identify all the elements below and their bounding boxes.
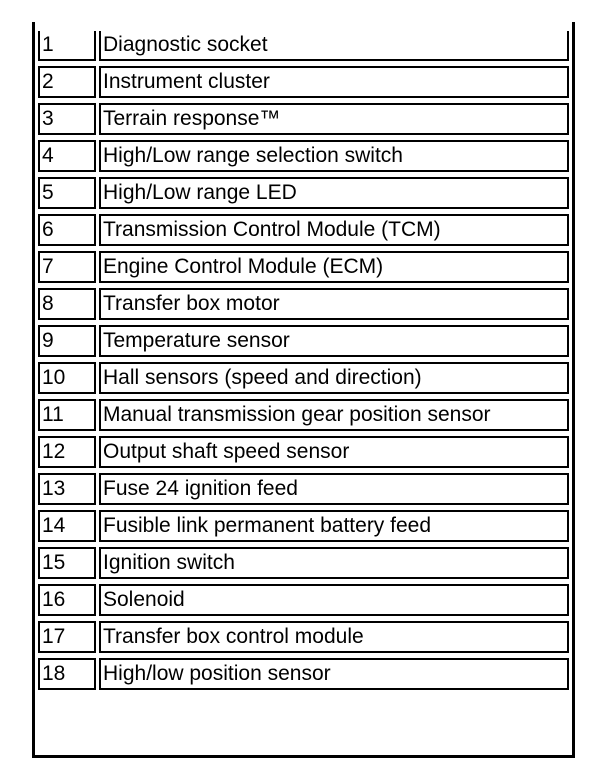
table-row [38,251,569,283]
table-row [38,510,569,542]
item-description: Terrain response™ [99,103,569,135]
table-row [38,214,569,246]
item-number: 14 [38,510,96,542]
item-number: 15 [38,547,96,579]
item-number: 7 [38,251,96,283]
item-number: 8 [38,288,96,320]
table-row [38,473,569,505]
item-number: 10 [38,362,96,394]
item-description: High/Low range LED [99,177,569,209]
item-description: Ignition switch [99,547,569,579]
item-description: Manual transmission gear position sensor [99,399,569,431]
table-row [38,658,569,690]
item-number: 1 [38,31,96,61]
table-row [38,436,569,468]
table-row [38,177,569,209]
table-row [38,584,569,616]
item-number: 2 [38,66,96,98]
item-description: Instrument cluster [99,66,569,98]
item-number: 17 [38,621,96,653]
component-legend-table [35,26,572,695]
item-description: Solenoid [99,584,569,616]
table-row [38,31,569,61]
table-row [38,288,569,320]
table-row [38,103,569,135]
table-row [38,362,569,394]
item-description: Engine Control Module (ECM) [99,251,569,283]
item-number: 3 [38,103,96,135]
table-row [38,140,569,172]
item-description: Fuse 24 ignition feed [99,473,569,505]
item-description: Diagnostic socket [99,31,569,61]
item-number: 18 [38,658,96,690]
item-description: Output shaft speed sensor [99,436,569,468]
table-row [38,66,569,98]
item-number: 16 [38,584,96,616]
item-description: Transfer box control module [99,621,569,653]
item-number: 13 [38,473,96,505]
item-number: 9 [38,325,96,357]
item-description: High/low position sensor [99,658,569,690]
item-number: 11 [38,399,96,431]
table-row [38,621,569,653]
item-description: Transmission Control Module (TCM) [99,214,569,246]
table-row [38,325,569,357]
item-number: 6 [38,214,96,246]
item-number: 5 [38,177,96,209]
item-description: High/Low range selection switch [99,140,569,172]
item-number: 12 [38,436,96,468]
item-description: Fusible link permanent battery feed [99,510,569,542]
item-description: Temperature sensor [99,325,569,357]
item-number: 4 [38,140,96,172]
table-row [38,547,569,579]
item-description: Hall sensors (speed and direction) [99,362,569,394]
table-row [38,399,569,431]
item-description: Transfer box motor [99,288,569,320]
